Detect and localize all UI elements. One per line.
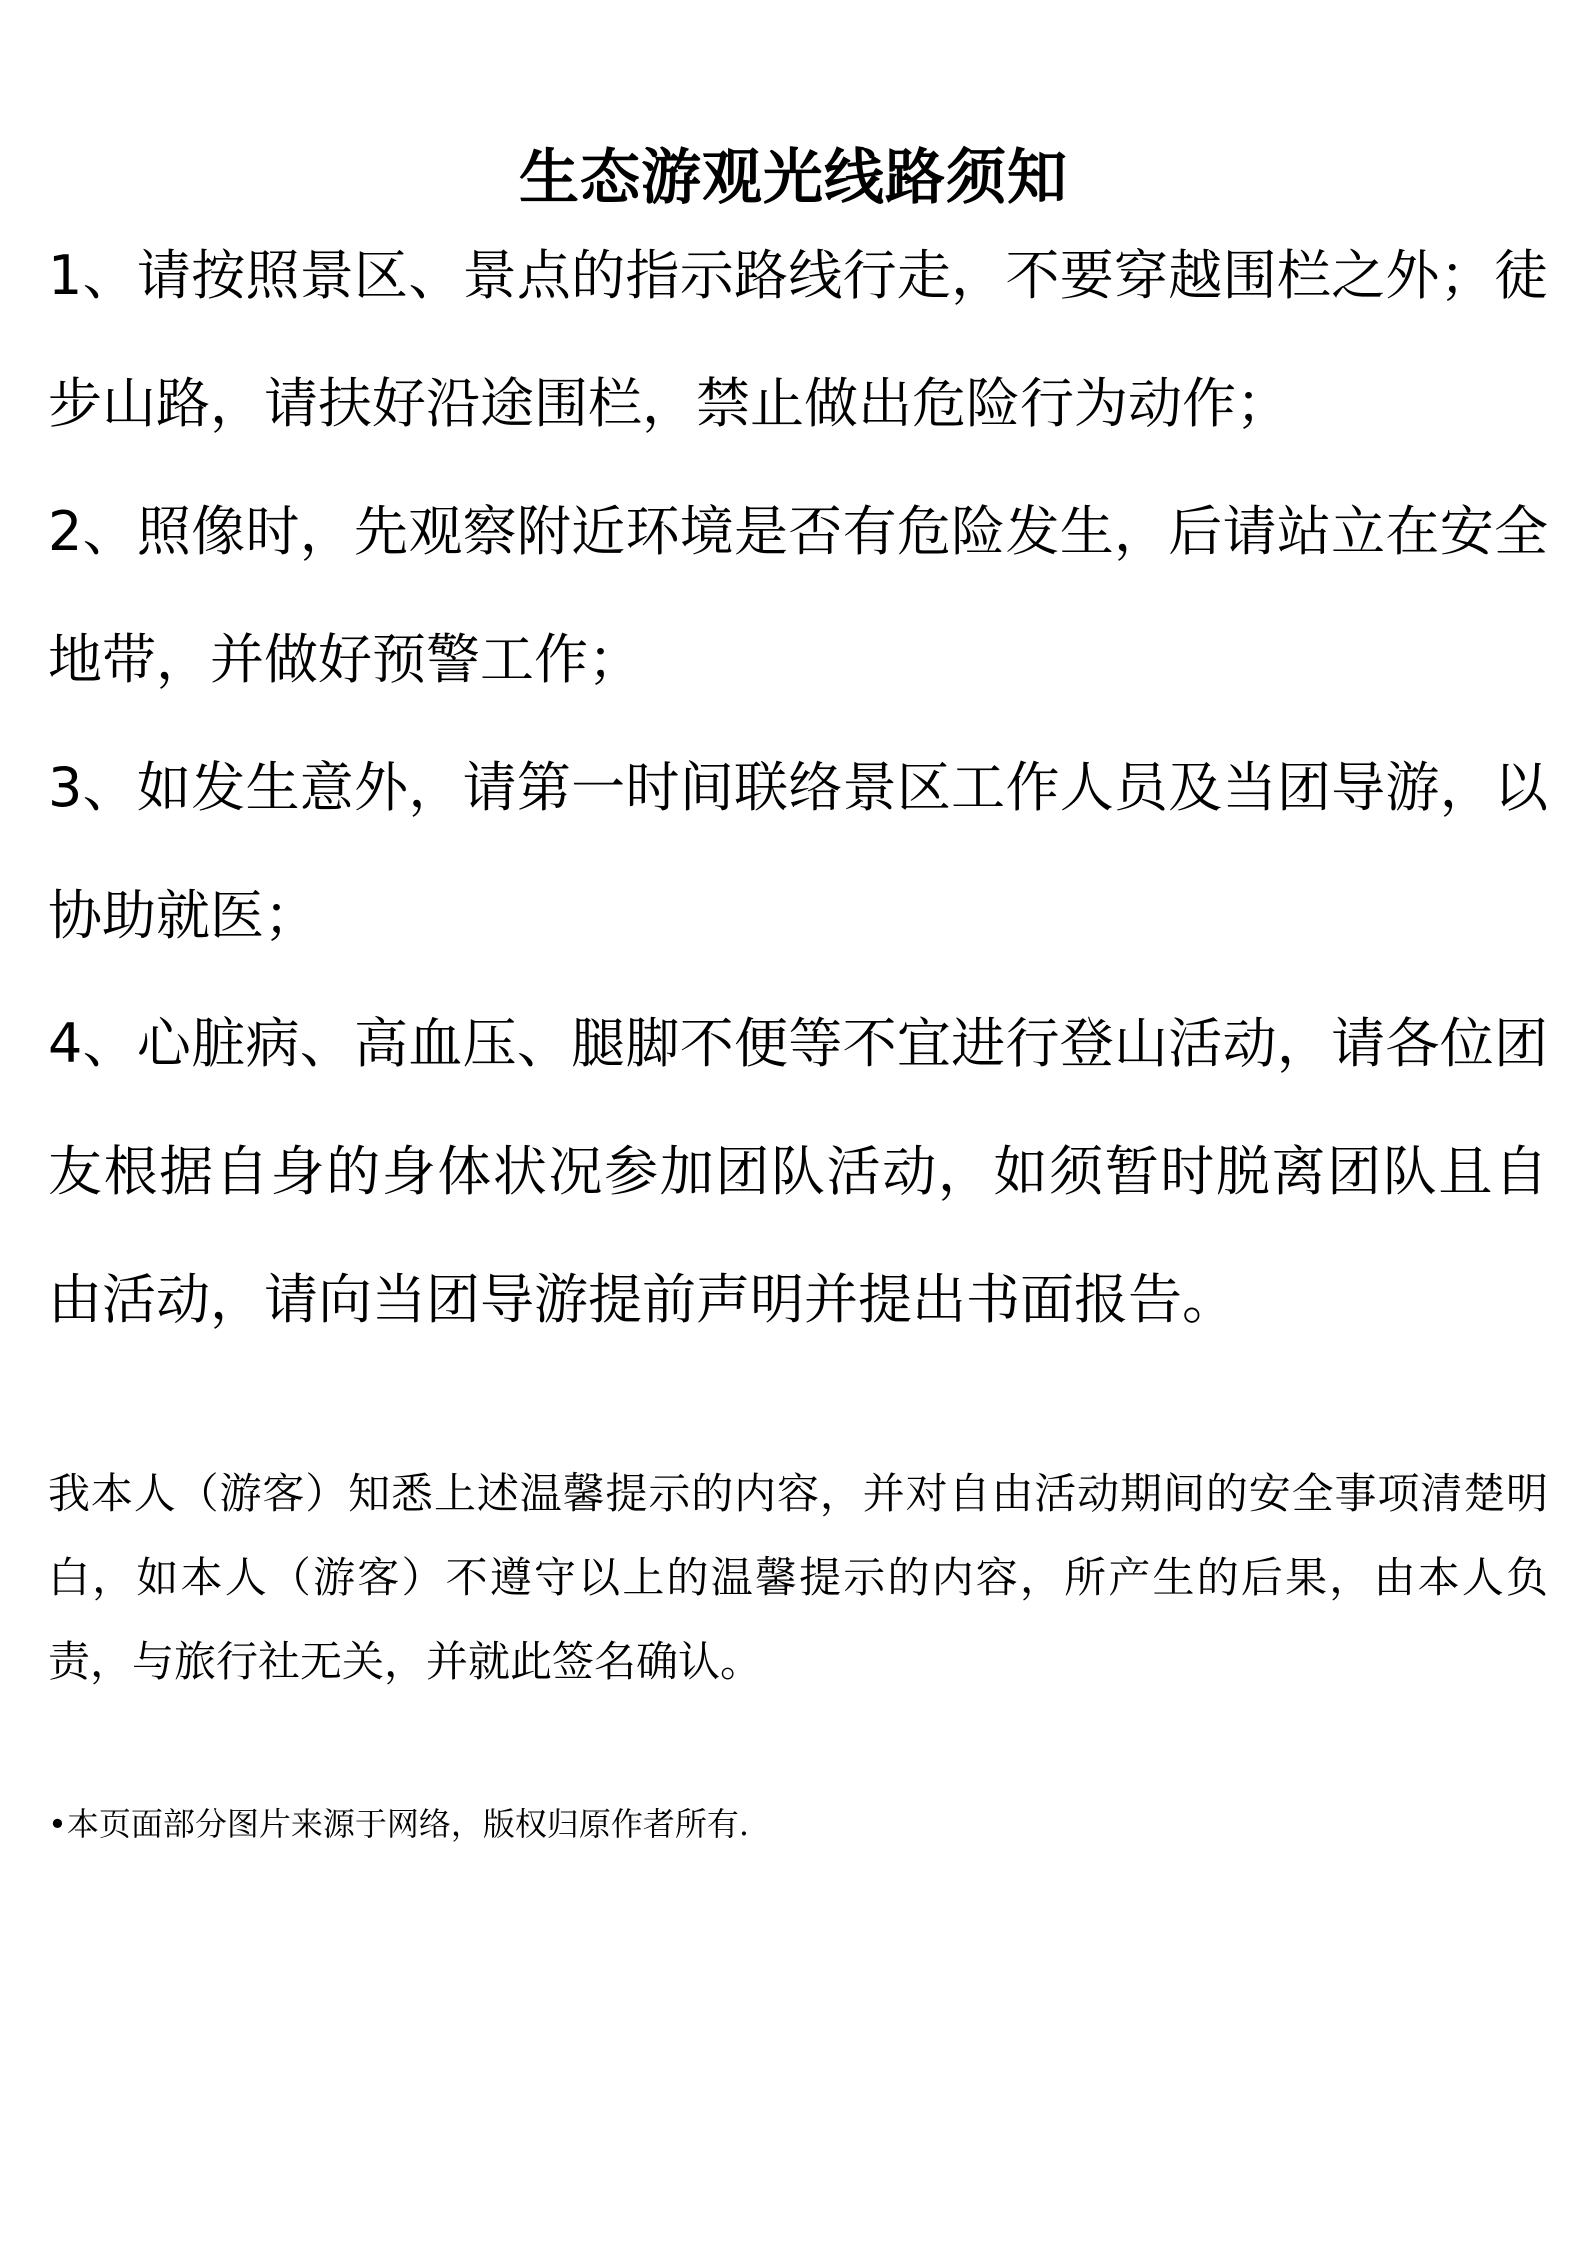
page-title: 生态游观光线路须知 — [519, 143, 1068, 214]
rules-list — [48, 212, 1548, 1364]
tourist-declaration: 我本人（游客）知悉上述温馨提示的内容，并对自由活动期间的安全事项清楚明白，如本人（游客）不遵守以上的温馨提示的内容，所产生的后果，由本人负责，与旅行社无关，并就此签名确认。 — [48, 1469, 1548, 1686]
rule-item-1: 1、请按照景区、景点的指示路线行走，不要穿越围栏之外；徒步山路，请扶好沿途围栏，禁止做出危险行为动作； — [48, 244, 1548, 435]
rule-item-2: 2、照像时，先观察附近环境是否有危险发生，后请站立在安全地带，并做好预警工作； — [48, 500, 1548, 691]
rule-item-3: 3、如发生意外，请第一时间联络景区工作人员及当团导游，以协助就医； — [48, 756, 1548, 947]
copyright-footnote: •本页面部分图片来源于网络，版权归原作者所有. — [48, 1805, 750, 1843]
rule-item-4: 4、心脏病、高血压、腿脚不便等不宜进行登山活动，请各位团友根据自身的身体状况参加团队活动，如须暂时脱离团队且自由活动，请向当团导游提前声明并提出书面报告。 — [48, 1012, 1548, 1331]
